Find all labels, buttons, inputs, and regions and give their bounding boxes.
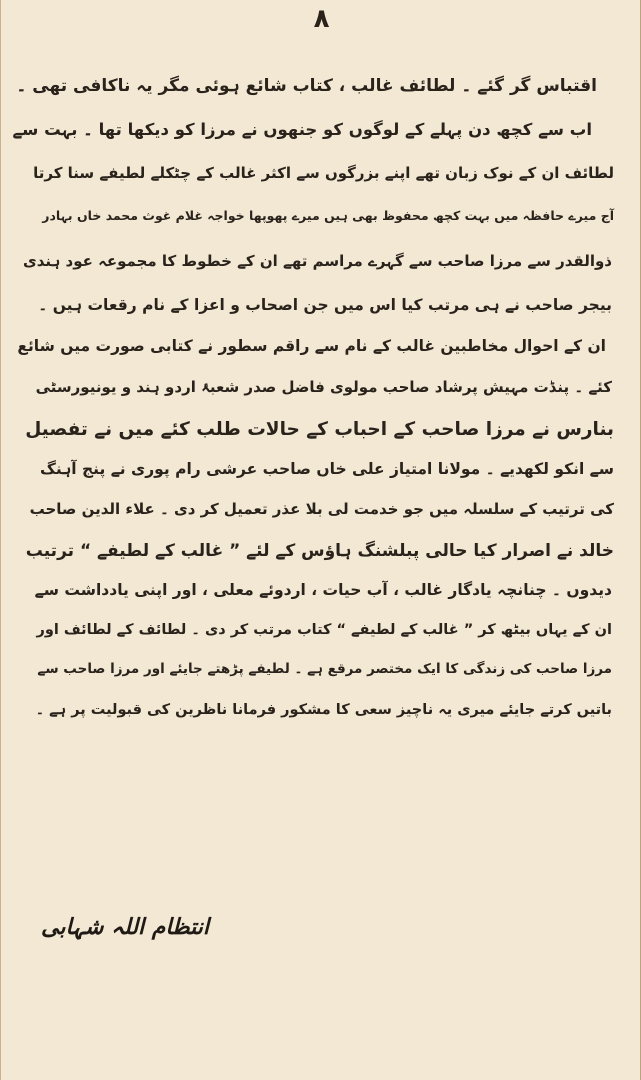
text-line: دیدوں ۔ چنانچہ یادگار غالب ، آب حیات ، اردوئے معلی ، اور اپنی یادداشت سے	[34, 581, 612, 599]
text-line: سے انکو لکھدیے ۔ مولانا امتیاز علی خاں صاحب عرشی رام پوری نے پنج آہنگ	[40, 460, 614, 478]
page-number: ۸	[313, 4, 330, 34]
text-line: کی ترتیب کے سلسلہ میں جو خدمت لی بلا عذر تعمیل کر دی ۔ علاء الدین صاحب	[29, 500, 614, 518]
text-line: مرزا صاحب کی زندگی کا ایک مختصر مرقع ہے ۔ لطیفے پڑھتے جایئے اور مرزا صاحب سے	[37, 661, 612, 677]
author-signature: انتظام اللہ شہابی	[41, 915, 210, 940]
text-line: لطائف ان کے نوک زبان تھے اپنے بزرگوں سے اکثر غالب کے چٹکلے لطیفے سنا کرتا	[33, 164, 614, 182]
text-line: باتیں کرتے جایئے میری یہ ناچیز سعی کا مشکور فرمانا ناظرین کی قبولیت پر ہے ۔	[35, 702, 612, 718]
text-line: بیجر صاحب نے ہی مرتب کیا اس میں جن اصحاب و اعزا کے نام رقعات ہیں ۔	[38, 296, 612, 314]
text-line: اب سے کچھ دن پہلے کے لوگوں کو جنھوں نے مرزا کو دیکھا تھا ۔ بہت سے	[12, 120, 592, 139]
text-line: ذوالقدر سے مرزا صاحب سے گہرے مراسم تھے ان کے خطوط کا مجموعہ عود ہندی	[22, 252, 612, 270]
text-line: ان کے یہاں بیٹھ کر ” غالب کے لطیفے “ کتاب مرتب کر دی ۔ لطائف کے لطائف اور	[36, 622, 612, 638]
text-line: خالد نے اصرار کیا حالی پبلشنگ ہاؤس کے لئے ” غالب کے لطیفے “ ترتیب	[25, 541, 614, 561]
text-line: اقتباس گر گئے ۔ لطائف غالب ، کتاب شائع ہوئی مگر یہ ناکافی تھی ۔	[16, 76, 597, 96]
text-line: آج میرے حافظہ میں بہت کچھ محفوظ بھی ہیں میرے پھوپھا خواجہ غلام غوث محمد خاں بہادر	[42, 208, 614, 223]
text-line: بنارس نے مرزا صاحب کے احباب کے حالات طلب کئے میں نے تفصیل	[25, 419, 614, 440]
text-line: کئے ۔ پنڈت مہیش پرشاد صاحب مولوی فاضل صدر شعبۂ اردو ہند و یونیورسٹی	[35, 378, 612, 396]
text-line: ان کے احوال مخاطبین غالب کے نام سے راقم سطور نے کتابی صورت میں شائع	[17, 337, 606, 355]
